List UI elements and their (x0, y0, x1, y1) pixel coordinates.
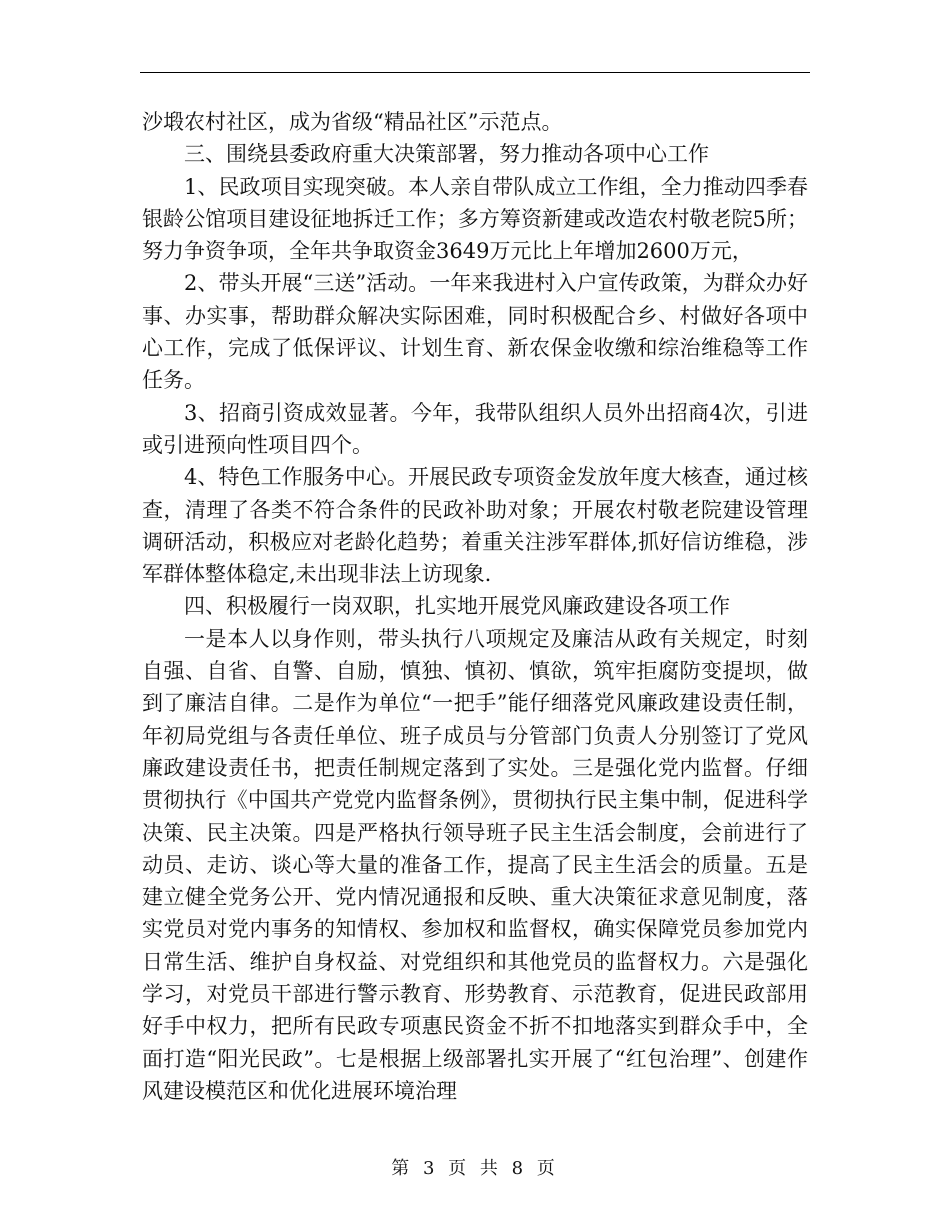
paragraph: 2、带头开展“三送”活动。一年来我进村入户宣传政策，为群众办好事、办实事，帮助群众解决实际困难，同时积极配合乡、村做好各项中心工作，完成了低保评议、计划生育、新农保金收缴和综治维稳等工作任务。 (142, 271, 808, 393)
paragraph: 1、民政项目实现突破。本人亲自带队成立工作组，全力推动四季春银龄公馆项目建设征地拆迁工作；多方筹资新建或改造农村敬老院5所；努力争资争项，全年共争取资金3649万元比上年增加2600万元， (142, 174, 808, 264)
page-number-footer: 第 3 页 共 8 页 (391, 1158, 559, 1179)
paragraph: 沙塅农村社区，成为省级“精品社区”示范点。 (142, 110, 563, 134)
paragraph: 4、特色工作服务中心。开展民政专项资金发放年度大核查，通过核查，清理了各类不符合条件的民政补助对象；开展农村敬老院建设管理调研活动，积极应对老龄化趋势；着重关注涉军群体,抓好信访维稳，涉军群体整体稳定,未出现非法上访现象. (142, 465, 808, 587)
paragraph: 一是本人以身作则，带头执行八项规定及廉洁从政有关规定，时刻自强、自省、自警、自励，慎独、慎初、慎欲，筑牢拒腐防变提坝，做到了廉洁自律。二是作为单位“一把手”能仔细落党风廉政建设责任制，年初局党组与各责任单位、班子成员与分管部门负责人分别签订了党风廉政建设责任书，把责任制规定落到了实处。三是强化党内监督。仔细贯彻执行《中国共产党党内监督条例》，贯彻执行民主集中制，促进科学决策、民主决策。四是严格执行领导班子民主生活会制度，会前进行了动员、走访、谈心等大量的准备工作，提高了民主生活会的质量。五是建立健全党务公开、党内情况通报和反映、重大决策征求意见制度，落实党员对党内事务的知情权、参加权和监督权，确实保障党员参加党内日常生活、维护自身权益、对党组织和其他党员的监督权力。六是强化学习，对党员干部进行警示教育、形势教育、示范教育，促进民政部用好手中权力，把所有民政专项惠民资金不折不扣地落实到群众手中，全面打造“阳光民政”。七是根据上级部署扎实开展了“红包治理”、创建作风建设模范区和优化进展环境治理 (142, 626, 808, 1103)
header-rule (140, 72, 810, 73)
paragraph: 3、招商引资成效显著。今年，我带队组织人员外出招商4次，引进或引进预向性项目四个。 (142, 400, 808, 457)
section-heading: 四、积极履行一岗双职，扎实地开展党风廉政建设各项工作 (184, 594, 730, 619)
section-heading: 三、围绕县委政府重大决策部署，努力推动各项中心工作 (184, 142, 709, 167)
document-body (142, 106, 808, 1107)
